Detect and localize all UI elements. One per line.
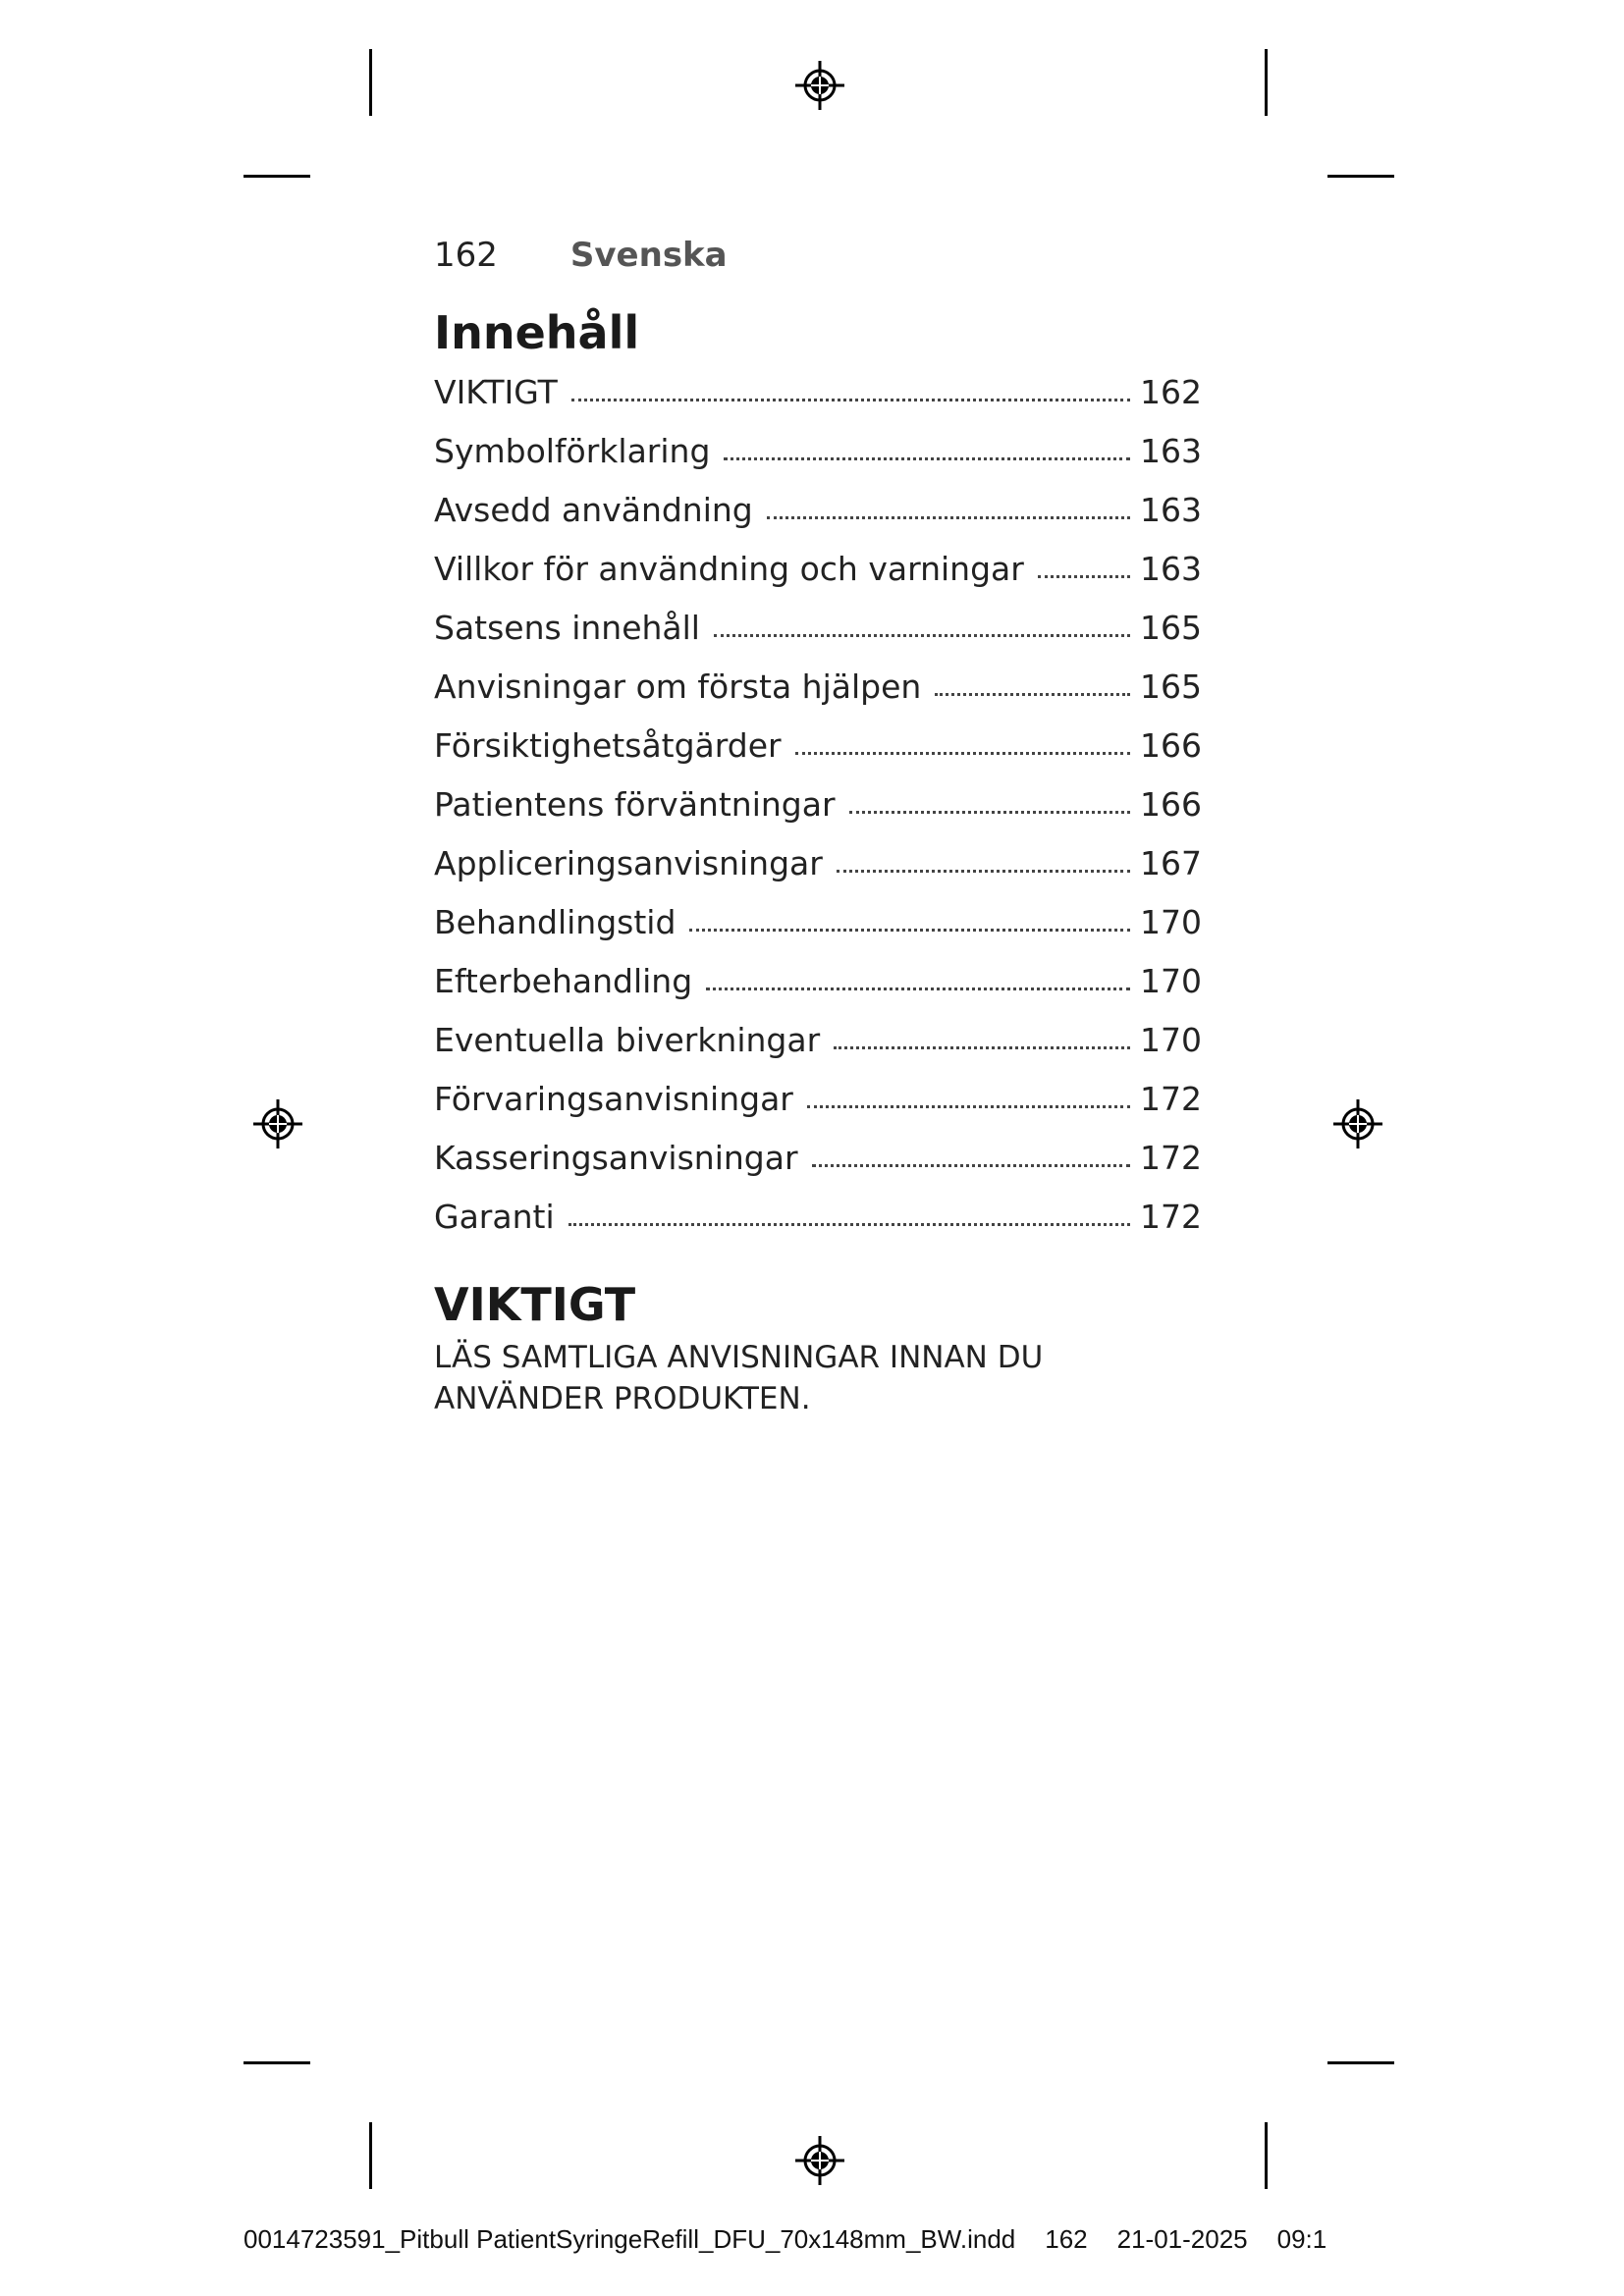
toc-title: Innehåll <box>434 306 640 359</box>
toc-entry-label: Anvisningar om första hjälpen <box>434 667 922 706</box>
toc-entry-page: 166 <box>1140 785 1202 824</box>
toc-entry <box>434 1080 1202 1139</box>
toc-leader-dots <box>714 630 1130 637</box>
toc-entry-label: Kasseringsanvisningar <box>434 1139 798 1177</box>
toc-entry-page: 170 <box>1140 903 1202 941</box>
toc-entry-label: Avsedd användning <box>434 491 753 529</box>
crop-mark-top-left <box>369 49 372 116</box>
toc-leader-dots <box>568 1219 1130 1226</box>
toc-entry <box>434 609 1202 667</box>
table-of-contents <box>434 373 1202 1256</box>
toc-leader-dots <box>767 512 1130 519</box>
toc-entry-label: Eventuella biverkningar <box>434 1021 821 1059</box>
toc-entry <box>434 726 1202 785</box>
slug-date: 21-01-2025 <box>1116 2224 1248 2254</box>
crop-mark-top-left-horizontal <box>244 175 310 178</box>
crop-mark-bottom-right <box>1265 2122 1268 2189</box>
crop-mark-bottom-left <box>369 2122 372 2189</box>
toc-entry <box>434 432 1202 491</box>
registration-mark-icon <box>1331 1097 1384 1150</box>
toc-entry-page: 167 <box>1140 844 1202 882</box>
registration-mark-icon <box>793 2134 846 2187</box>
toc-entry <box>434 1139 1202 1198</box>
crop-mark-top-right <box>1265 49 1268 116</box>
toc-entry-page: 163 <box>1140 550 1202 588</box>
slug-time: 09:1 <box>1276 2224 1327 2254</box>
important-text-line: LÄS SAMTLIGA ANVISNINGAR INNAN DU <box>434 1340 1044 1375</box>
toc-entry-label: Efterbehandling <box>434 962 693 1000</box>
toc-leader-dots <box>807 1101 1130 1108</box>
toc-entry-page: 163 <box>1140 432 1202 470</box>
toc-entry <box>434 373 1202 432</box>
page-number: 162 <box>434 236 498 275</box>
slug-filename: 0014723591_Pitbull PatientSyringeRefill_DFU_70x148mm_BW.indd <box>244 2224 1016 2254</box>
important-text-line: ANVÄNDER PRODUKTEN. <box>434 1381 811 1416</box>
toc-leader-dots <box>724 454 1130 460</box>
running-header <box>434 236 728 281</box>
toc-leader-dots <box>706 984 1130 990</box>
toc-entry-page: 165 <box>1140 609 1202 647</box>
important-text <box>434 1337 1180 1419</box>
toc-entry-label: Garanti <box>434 1198 555 1236</box>
toc-leader-dots <box>689 925 1130 932</box>
crop-mark-top-right-horizontal <box>1327 175 1394 178</box>
toc-entry <box>434 785 1202 844</box>
toc-entry <box>434 1021 1202 1080</box>
toc-entry-page: 162 <box>1140 373 1202 411</box>
toc-entry-label: Symbolförklaring <box>434 432 711 470</box>
toc-entry-page: 165 <box>1140 667 1202 706</box>
printer-slug <box>244 2224 1326 2255</box>
language-label: Svenska <box>569 236 728 275</box>
toc-entry <box>434 903 1202 962</box>
toc-entry-label: Försiktighetsåtgärder <box>434 726 782 765</box>
toc-leader-dots <box>834 1042 1130 1049</box>
toc-leader-dots <box>837 866 1130 873</box>
toc-leader-dots <box>935 689 1130 696</box>
toc-entry-page: 170 <box>1140 1021 1202 1059</box>
toc-entry-page: 170 <box>1140 962 1202 1000</box>
toc-entry-label: Behandlingstid <box>434 903 677 941</box>
toc-leader-dots <box>571 395 1130 401</box>
crop-mark-bottom-right-horizontal <box>1327 2061 1394 2064</box>
toc-leader-dots <box>849 807 1130 814</box>
toc-entry-page: 166 <box>1140 726 1202 765</box>
toc-entry <box>434 844 1202 903</box>
crop-mark-bottom-left-horizontal <box>244 2061 310 2064</box>
registration-mark-icon <box>793 59 846 112</box>
toc-entry-page: 163 <box>1140 491 1202 529</box>
toc-entry-label: Förvaringsanvisningar <box>434 1080 793 1118</box>
toc-entry-label: Patientens förväntningar <box>434 785 836 824</box>
toc-leader-dots <box>1038 571 1130 578</box>
toc-entry-page: 172 <box>1140 1198 1202 1236</box>
toc-entry-page: 172 <box>1140 1080 1202 1118</box>
toc-entry-label: Villkor för användning och varningar <box>434 550 1024 588</box>
toc-entry <box>434 962 1202 1021</box>
important-heading: VIKTIGT <box>434 1278 636 1331</box>
slug-page: 162 <box>1045 2224 1088 2254</box>
registration-mark-icon <box>251 1097 304 1150</box>
toc-entry <box>434 550 1202 609</box>
toc-entry <box>434 667 1202 726</box>
toc-entry-label: VIKTIGT <box>434 373 558 411</box>
toc-entry-label: Appliceringsanvisningar <box>434 844 823 882</box>
toc-entry <box>434 491 1202 550</box>
toc-leader-dots <box>795 748 1130 755</box>
toc-entry-page: 172 <box>1140 1139 1202 1177</box>
toc-entry <box>434 1198 1202 1256</box>
toc-entry-label: Satsens innehåll <box>434 609 700 647</box>
toc-leader-dots <box>812 1160 1130 1167</box>
